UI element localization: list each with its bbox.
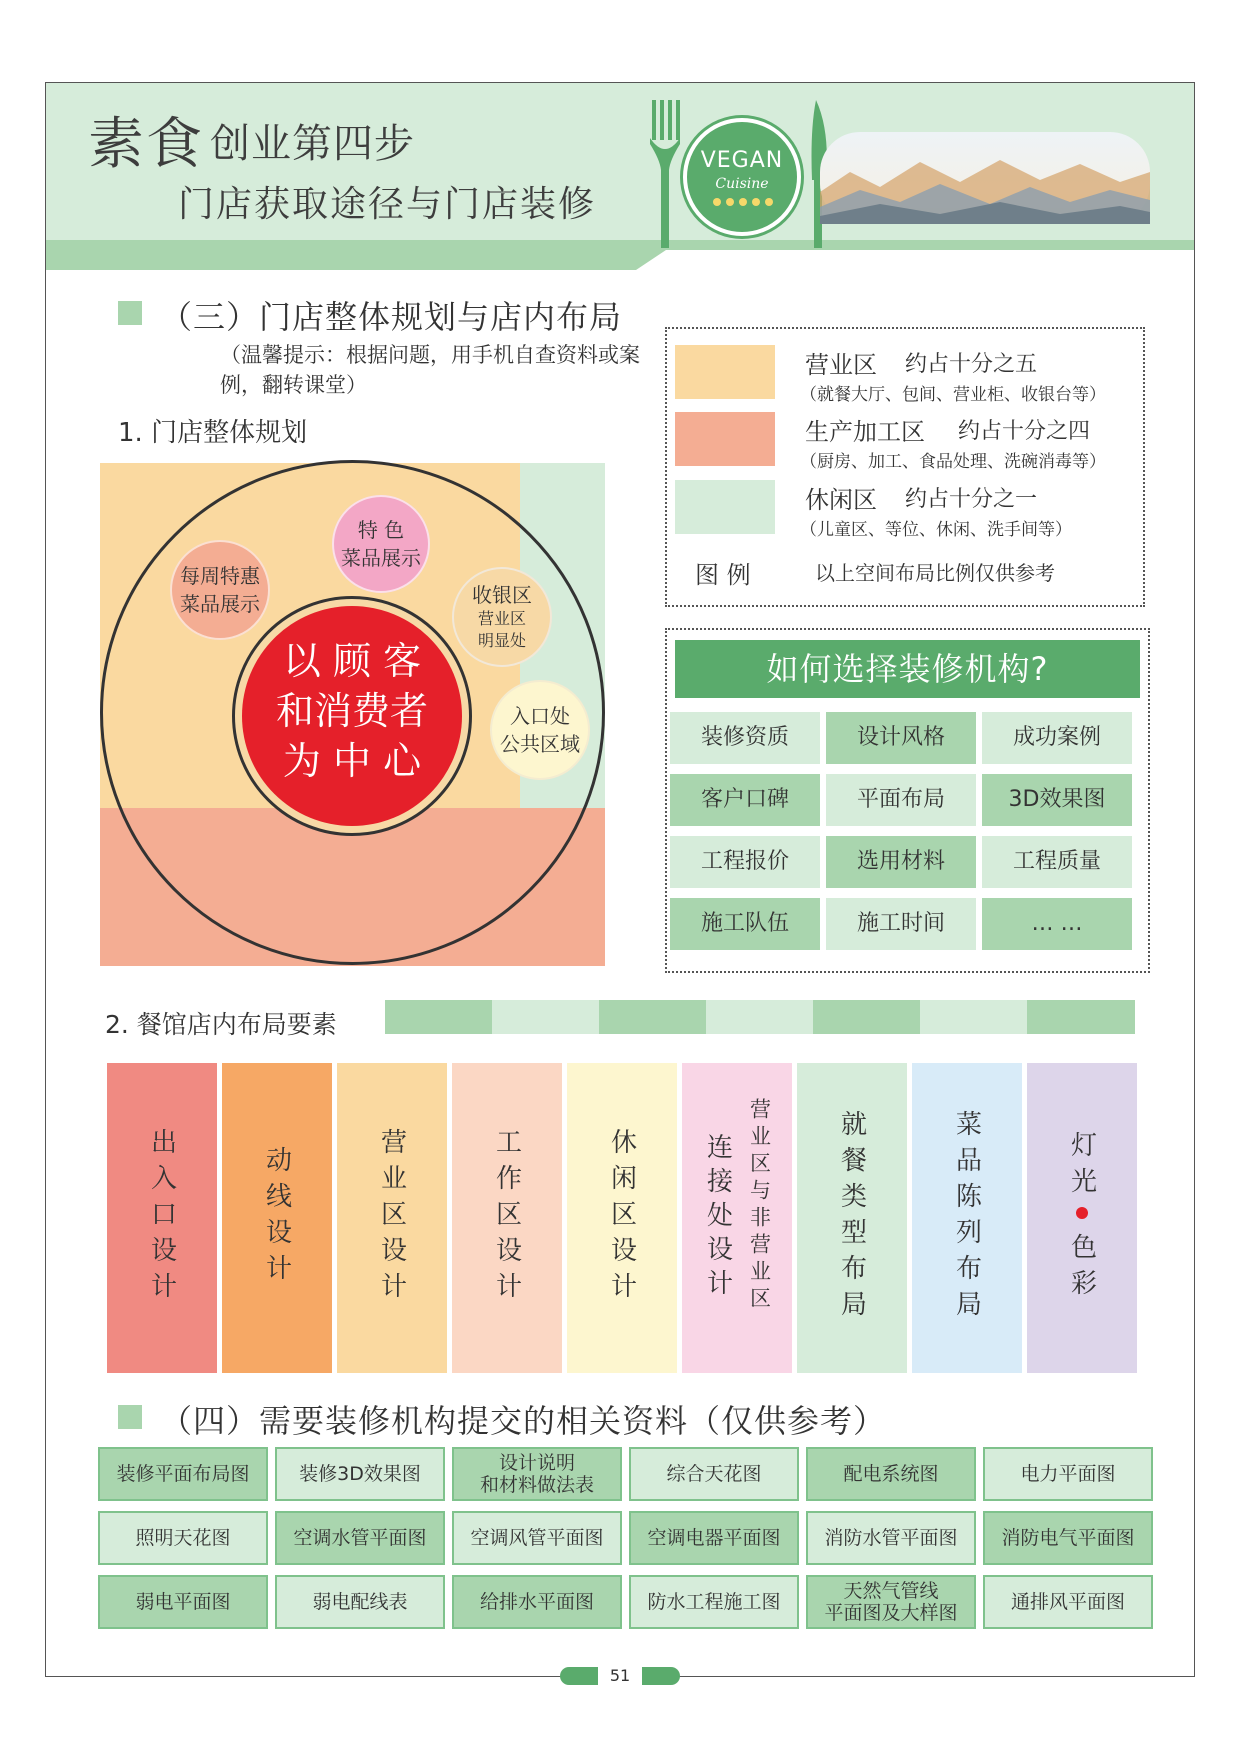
legend-ratio: 约占十分之一 <box>905 487 1038 512</box>
page-subtitle: 门店获取途径与门店装修 <box>178 184 597 225</box>
material-item: 照明天花图 <box>98 1511 268 1565</box>
layout-element-label: 工作区设计 <box>491 1128 522 1308</box>
layout-heading: 2. 餐馆店内布局要素 <box>105 1010 337 1039</box>
decor-criterion: 工程质量 <box>982 836 1132 888</box>
center-text-line: 以 顾 客 <box>282 639 422 683</box>
section-marker <box>118 1405 142 1429</box>
layout-element-label: 灯光 <box>1066 1131 1097 1203</box>
cashier-bubble <box>452 567 552 667</box>
decorative-stripe <box>599 1000 706 1034</box>
title-big: 素食 <box>88 112 204 177</box>
legend-name: 休闲区 <box>805 486 877 514</box>
special-dish-bubble <box>332 495 430 593</box>
legend-name: 生产加工区 <box>805 418 925 446</box>
bubble-text: 收银区 <box>472 583 532 607</box>
decor-criterion: … … <box>982 898 1132 950</box>
decor-criterion: 选用材料 <box>826 836 976 888</box>
material-item: 综合天花图 <box>629 1447 799 1501</box>
entrance-bubble <box>490 680 590 780</box>
decor-criterion: 成功案例 <box>982 712 1132 764</box>
plan-heading: 1. 门店整体规划 <box>118 418 308 448</box>
legend-sub: （就餐大厅、包间、营业柜、收银台等） <box>800 385 1106 405</box>
legend-sub: （儿童区、等位、休闲、洗手间等） <box>800 520 1072 540</box>
material-item: 弱电配线表 <box>275 1575 445 1629</box>
layout-element-sublabel: 营业区与非营业区 <box>747 1098 772 1314</box>
bubble-text: 特 色 <box>357 518 405 542</box>
layout-element-lighting <box>1027 1063 1137 1373</box>
legend-note: 以上空间布局比例仅供参考 <box>815 561 1055 585</box>
layout-element-label: 休闲区设计 <box>606 1128 637 1308</box>
layout-element-connection <box>682 1063 792 1373</box>
section-marker <box>118 301 142 325</box>
decorative-stripe <box>385 1000 492 1034</box>
logo-subtext: Cuisine <box>715 176 769 192</box>
red-dot-icon <box>1076 1207 1088 1219</box>
bubble-text: 菜品展示 <box>341 546 421 570</box>
layout-element-label: 出入口设计 <box>146 1128 177 1308</box>
legend-label: 图 例 <box>695 561 751 589</box>
decorative-stripe <box>1027 1000 1135 1034</box>
material-item: 空调风管平面图 <box>452 1511 622 1565</box>
bubble-text: 公共区域 <box>500 732 580 756</box>
layout-element-business <box>337 1063 447 1373</box>
material-item: 通排风平面图 <box>983 1575 1153 1629</box>
material-item: 空调水管平面图 <box>275 1511 445 1565</box>
bubble-text: 入口处 <box>510 704 570 728</box>
logo-text: VEGAN <box>700 148 784 173</box>
legend-sub: （厨房、加工、食品处理、洗碗消毒等） <box>800 452 1106 472</box>
decor-criterion: 3D效果图 <box>982 774 1132 826</box>
bubble-text: 菜品展示 <box>180 592 260 616</box>
layout-element-sublabel: 色彩 <box>1066 1233 1097 1305</box>
center-text <box>242 636 462 786</box>
material-item: 空调电器平面图 <box>629 1511 799 1565</box>
material-item: 消防电气平面图 <box>983 1511 1153 1565</box>
title-rest: 创业第四步 <box>210 121 415 167</box>
decor-criterion: 施工队伍 <box>670 898 820 950</box>
bubble-text: 明显处 <box>477 631 526 650</box>
material-item: 配电系统图 <box>806 1447 976 1501</box>
decor-criterion: 工程报价 <box>670 836 820 888</box>
material-item: 设计说明 和材料做法表 <box>452 1447 622 1501</box>
decorative-stripe <box>813 1000 920 1034</box>
decor-title: 如何选择装修机构? <box>675 640 1140 698</box>
fork-icon <box>648 100 682 248</box>
center-text-line: 为 中 心 <box>282 739 422 783</box>
logo-dots <box>713 198 773 206</box>
decor-criterion: 施工时间 <box>826 898 976 950</box>
section3-tip: （温馨提示：根据问题，用手机自查资料或案例，翻转课堂） <box>220 343 640 397</box>
legend-swatch-business <box>675 345 775 399</box>
center-text-line: 和消费者 <box>275 689 428 733</box>
material-item: 装修3D效果图 <box>275 1447 445 1501</box>
decorative-stripe <box>920 1000 1027 1034</box>
section4-title: （四）需要装修机构提交的相关资料（仅供参考） <box>160 1402 887 1440</box>
decor-criterion: 客户口碑 <box>670 774 820 826</box>
decorative-stripe <box>492 1000 599 1034</box>
layout-element-leisure <box>567 1063 677 1373</box>
decor-criterion: 平面布局 <box>826 774 976 826</box>
decorative-stripe <box>706 1000 813 1034</box>
layout-element-entrance <box>107 1063 217 1373</box>
material-item: 给排水平面图 <box>452 1575 622 1629</box>
layout-element-label: 菜品陈列布局 <box>951 1110 982 1326</box>
decor-criterion: 设计风格 <box>826 712 976 764</box>
layout-element-flow <box>222 1063 332 1373</box>
material-item: 装修平面布局图 <box>98 1447 268 1501</box>
material-item: 弱电平面图 <box>98 1575 268 1629</box>
landscape-image <box>820 132 1150 224</box>
material-item: 消防水管平面图 <box>806 1511 976 1565</box>
material-item: 防水工程施工图 <box>629 1575 799 1629</box>
layout-element-label: 营业区设计 <box>376 1128 407 1308</box>
layout-element-label: 连接处设计 <box>702 1133 733 1303</box>
layout-element-work <box>452 1063 562 1373</box>
material-item: 电力平面图 <box>983 1447 1153 1501</box>
legend-swatch-leisure <box>675 480 775 534</box>
decor-criterion: 装修资质 <box>670 712 820 764</box>
legend-ratio: 约占十分之四 <box>958 419 1091 444</box>
layout-element-label: 动线设计 <box>261 1146 292 1290</box>
layout-element-display <box>912 1063 1022 1373</box>
bubble-text: 每周特惠 <box>180 564 260 588</box>
section3-title: （三）门店整体规划与店内布局 <box>160 298 623 336</box>
weekly-special-bubble <box>170 540 270 640</box>
page-number: 51 <box>598 1665 642 1687</box>
bubble-text: 营业区 <box>477 609 526 628</box>
layout-element-label: 就餐类型布局 <box>836 1110 867 1326</box>
legend-name: 营业区 <box>805 351 877 379</box>
layout-element-dining <box>797 1063 907 1373</box>
material-item: 天然气管线 平面图及大样图 <box>806 1575 976 1629</box>
legend-ratio: 约占十分之五 <box>905 352 1038 377</box>
legend-swatch-production <box>675 412 775 466</box>
